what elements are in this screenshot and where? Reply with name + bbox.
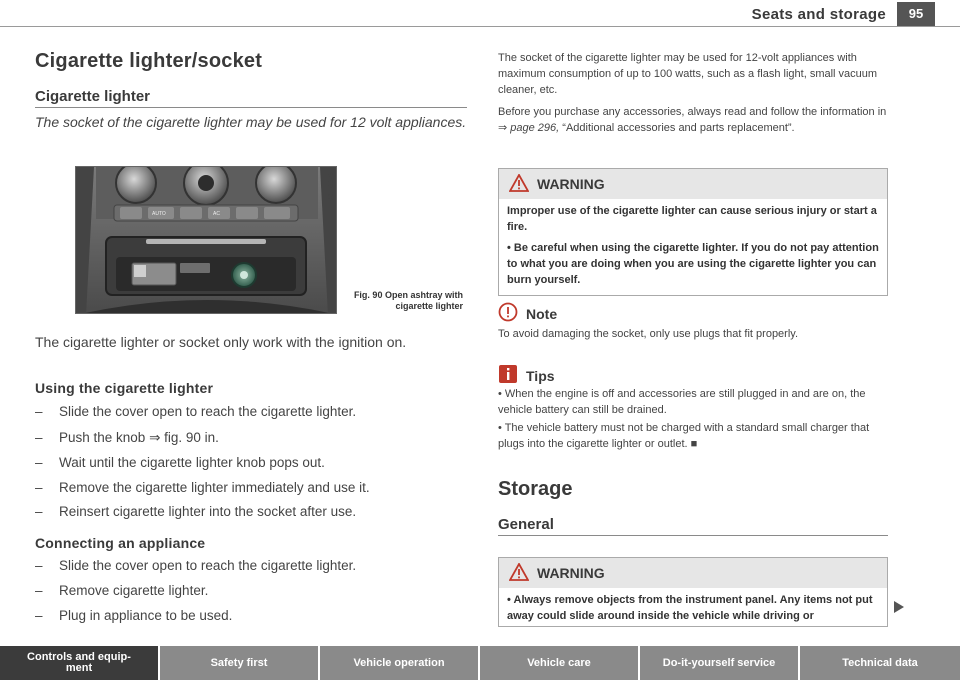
step-item: – Wait until the cigarette lighter knob pops out. <box>35 455 325 470</box>
figure-caption-label: Fig. 90 <box>353 290 383 300</box>
tips-heading <box>498 364 555 387</box>
step-item: – Remove cigarette lighter. <box>35 583 209 598</box>
step-text: Push the knob ⇒ fig. 90 in. <box>59 430 219 445</box>
subtitle-general: General <box>498 516 888 536</box>
step-item: – Push the knob ⇒ fig. 90 in. <box>35 430 219 445</box>
accessories-text: Before you purchase any accessories, always read and follow the information in ⇒ <box>498 106 887 134</box>
tips-item: • The vehicle battery must not be charged with a standard small charger that plugs into the cigarette lighter or outlet. ■ <box>498 422 870 450</box>
warning-box <box>498 168 888 296</box>
figure-code: B8J-0029 <box>328 172 335 202</box>
step-text: Remove cigarette lighter. <box>59 583 209 598</box>
panel-label-ac: AC <box>213 211 220 217</box>
warning-item: Improper use of the cigarette lighter can cause serious injury or start a fire. <box>507 205 877 233</box>
step-text: Slide the cover open to reach the cigarette lighter. <box>59 558 357 573</box>
accessories-paragraph <box>498 104 888 136</box>
footer-tab-vehicle-care[interactable]: Vehicle care <box>480 646 640 680</box>
warning-triangle-icon <box>509 174 529 195</box>
accessories-text-end: “Additional accessories and parts replacement”. <box>559 122 795 134</box>
tips-title: Tips <box>526 367 555 384</box>
step-text: Reinsert cigarette lighter into the socket after use. <box>59 504 357 519</box>
step-text: Slide the cover open to reach the cigarette lighter. <box>59 404 357 419</box>
note-text: To avoid damaging the socket, only use plugs that fit properly. <box>498 328 799 340</box>
warning-title: WARNING <box>537 176 605 192</box>
figure-caption <box>345 290 463 312</box>
warning-item: • Be careful when using the cigarette lighter. If you do not pay attention to what you are doing when you are using the cigarette lighter you can burn yourself. <box>507 242 879 286</box>
tips-item: • When the engine is off and accessories are still plugged in and are on, the vehicle battery can still be drained. <box>498 388 866 416</box>
note-exclamation-icon <box>498 302 518 325</box>
warning-box-header <box>499 558 887 588</box>
footer-tab-vehicle-operation[interactable]: Vehicle operation <box>320 646 480 680</box>
panel-label-auto: AUTO <box>152 211 166 217</box>
lead-paragraph: The socket of the cigarette lighter may be used for 12 volt appliances. <box>35 114 467 130</box>
warning-title: WARNING <box>537 565 605 581</box>
warning-body <box>499 588 887 631</box>
step-text: Plug in appliance to be used. <box>59 608 233 623</box>
page-reference-link[interactable]: page 296, <box>510 122 560 134</box>
warning-box-header <box>499 169 887 199</box>
warning-box-storage <box>498 557 888 627</box>
heading-connecting-appliance: Connecting an appliance <box>35 535 206 551</box>
subtitle-cigarette-lighter: Cigarette lighter <box>35 88 467 108</box>
continue-arrow-icon[interactable] <box>893 600 905 619</box>
page-title: Cigarette lighter/socket <box>35 50 263 72</box>
page-number: 95 <box>897 2 935 26</box>
warning-item: • Always remove objects from the instrument panel. Any items not put away could slide around inside the vehicle while driving or <box>507 594 873 622</box>
warning-body <box>499 199 887 295</box>
note-title: Note <box>526 305 558 322</box>
warning-triangle-icon <box>509 563 529 584</box>
step-text: Remove the cigarette lighter immediately and use it. <box>59 480 370 495</box>
figure-caption-text: Open ashtray with cigarette lighter <box>384 290 463 311</box>
footer-tab-technical-data[interactable]: Technical data <box>800 646 960 680</box>
step-item: – Slide the cover open to reach the cigarette lighter. <box>35 558 357 573</box>
step-item: – Slide the cover open to reach the cigarette lighter. <box>35 404 357 419</box>
footer-tab-diy-service[interactable]: Do-it-yourself service <box>640 646 800 680</box>
figure-cigarette-lighter <box>75 166 337 314</box>
heading-using-lighter: Using the cigarette lighter <box>35 380 214 396</box>
header-rule <box>0 26 960 27</box>
footer-tab-controls[interactable]: Controls and equip- ment <box>0 646 160 680</box>
storage-title: Storage <box>498 478 573 500</box>
footer-nav <box>0 646 960 680</box>
socket-paragraph: The socket of the cigarette lighter may be used for 12-volt appliances with maximum consumption of up to 100 watts, such as a flash light, small vacuum cleaner, etc. <box>498 52 878 96</box>
step-item: – Reinsert cigarette lighter into the socket after use. <box>35 504 357 519</box>
step-text: Wait until the cigarette lighter knob pops out. <box>59 455 325 470</box>
info-icon <box>498 364 518 387</box>
intro-paragraph: The cigarette lighter or socket only work with the ignition on. <box>35 334 407 350</box>
dashboard-illustration <box>76 167 337 314</box>
note-heading <box>498 302 557 325</box>
step-item: – Remove the cigarette lighter immediately and use it. <box>35 480 370 495</box>
step-item: – Plug in appliance to be used. <box>35 608 233 623</box>
section-title: Seats and storage <box>751 6 886 23</box>
footer-tab-safety[interactable]: Safety first <box>160 646 320 680</box>
